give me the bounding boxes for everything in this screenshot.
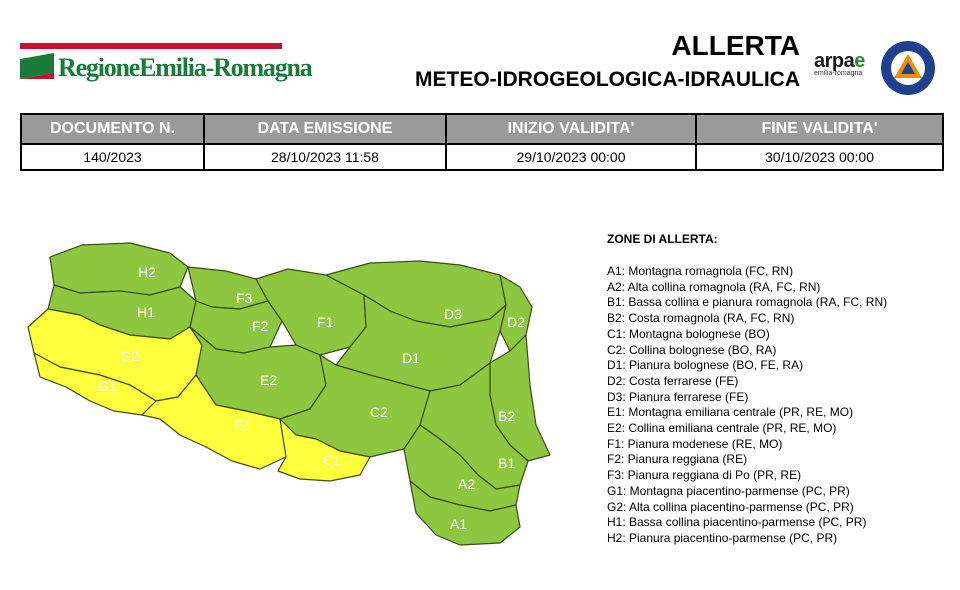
header-document-number: DOCUMENTO N. bbox=[21, 114, 204, 144]
zone-label-a2: A2 bbox=[458, 476, 476, 492]
legend-item: F2: Pianura reggiana (RE) bbox=[607, 452, 748, 467]
legend-item: B1: Bassa collina e pianura romagnola (RA, FC, RN) bbox=[607, 295, 888, 310]
legend-item: E2: Collina emiliana centrale (PR, RE, MO) bbox=[607, 421, 837, 436]
zone-label-f1: F1 bbox=[317, 314, 334, 330]
zone-label-g1: G1 bbox=[98, 378, 117, 394]
legend-item: D2: Costa ferrarese (FE) bbox=[607, 373, 739, 388]
zone-label-e2: E2 bbox=[260, 372, 278, 388]
header-validity-end: FINE VALIDITA' bbox=[696, 114, 943, 144]
arpae-logo bbox=[814, 50, 880, 86]
legend-item: F3: Pianura reggiana di Po (PR, RE) bbox=[607, 468, 802, 483]
legend-item: D1: Pianura bolognese (BO, FE, RA) bbox=[607, 358, 804, 373]
zone-label-b1: B1 bbox=[498, 455, 516, 471]
legend-item: A2: Alta collina romagnola (RA, FC, RN) bbox=[607, 279, 821, 294]
legend-item: G2: Alta collina piacentino-parmense (PC, PR) bbox=[607, 499, 854, 514]
zone-d2 bbox=[500, 275, 532, 351]
zone-label-d3: D3 bbox=[444, 306, 462, 322]
alert-zones-map bbox=[20, 235, 580, 555]
legend-item: C2: Collina bolognese (BO, RA) bbox=[607, 342, 777, 357]
legend-item: F1: Pianura modenese (RE, MO) bbox=[607, 436, 783, 451]
arpae-logo-mark: arpae bbox=[814, 50, 865, 72]
civil-protection-logo-icon bbox=[880, 40, 936, 96]
zone-h2 bbox=[50, 243, 188, 295]
zone-label-g2: G2 bbox=[120, 348, 139, 364]
arpae-logo-sub: emilia-romagna bbox=[814, 70, 863, 77]
legend-item: G1: Montagna piacentino-parmense (PC, PR) bbox=[607, 483, 850, 498]
issue-date-value: 28/10/2023 11:58 bbox=[204, 144, 446, 170]
legend-title: ZONE DI ALLERTA: bbox=[607, 232, 718, 246]
legend-item: H1: Bassa collina piacentino-parmense (PC, PR) bbox=[607, 515, 867, 530]
zone-label-c2: C2 bbox=[370, 404, 388, 420]
region-flag-icon bbox=[20, 53, 54, 79]
zone-label-a1: A1 bbox=[450, 516, 468, 532]
legend-item: D3: Pianura ferrarese (FE) bbox=[607, 389, 749, 404]
zone-label-h2: H2 bbox=[138, 264, 156, 280]
document-info-table bbox=[20, 113, 944, 171]
document-number-value: 140/2023 bbox=[21, 144, 204, 170]
legend-item: C1: Montagna bolognese (BO) bbox=[607, 326, 770, 341]
zone-label-e1: E1 bbox=[234, 417, 252, 433]
region-logo bbox=[20, 43, 312, 83]
legend-item: B2: Costa romagnola (RA, FC, RN) bbox=[607, 311, 795, 326]
zone-label-f2: F2 bbox=[252, 318, 269, 334]
legend-item: E1: Montagna emiliana centrale (PR, RE, MO) bbox=[607, 405, 854, 420]
table-row bbox=[21, 144, 943, 170]
table-header-row bbox=[21, 114, 943, 144]
legend-item: H2: Pianura piacentino-parmense (PC, PR) bbox=[607, 530, 838, 545]
page-title: ALLERTA bbox=[671, 30, 800, 61]
zone-label-f3: F3 bbox=[236, 290, 253, 306]
header-issue-date: DATA EMISSIONE bbox=[204, 114, 446, 144]
logo-red-bar bbox=[20, 43, 282, 49]
validity-start-value: 29/10/2023 00:00 bbox=[446, 144, 696, 170]
zone-label-b2: B2 bbox=[498, 408, 516, 424]
region-logo-text: RegioneEmilia-Romagna bbox=[58, 53, 312, 82]
zone-label-d2: D2 bbox=[507, 314, 525, 330]
legend-item: A1: Montagna romagnola (FC, RN) bbox=[607, 264, 794, 278]
legend-list bbox=[607, 264, 947, 547]
page-subtitle: METEO-IDROGEOLOGICA-IDRAULICA bbox=[415, 68, 800, 91]
alert-zones-legend bbox=[607, 232, 947, 547]
validity-end-value: 30/10/2023 00:00 bbox=[696, 144, 943, 170]
zone-label-h1: H1 bbox=[137, 304, 155, 320]
header-validity-start: INIZIO VALIDITA' bbox=[446, 114, 696, 144]
zone-label-d1: D1 bbox=[402, 350, 420, 366]
zone-label-c1: C1 bbox=[323, 452, 341, 468]
